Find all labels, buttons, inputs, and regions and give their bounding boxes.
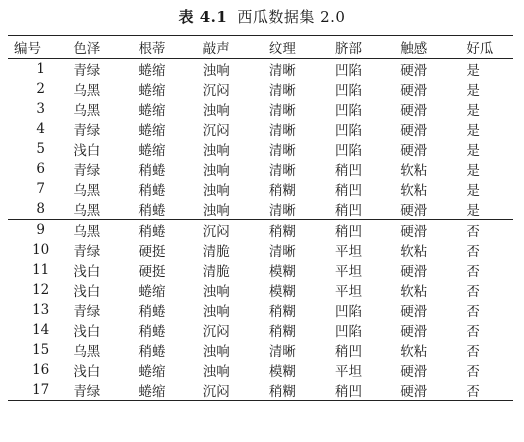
cell-texture: 清晰 xyxy=(268,163,296,179)
cell-navel: 凹陷 xyxy=(335,123,363,139)
table-title: 西瓜数据集 2.0 xyxy=(237,8,346,26)
cell-touch: 软粘 xyxy=(400,284,428,300)
header-good-melon: 好瓜 xyxy=(466,41,494,57)
cell-id: 7 xyxy=(36,181,45,197)
header-root: 根蒂 xyxy=(138,41,166,57)
cell-good-melon: 否 xyxy=(466,324,480,340)
cell-root: 硬挺 xyxy=(138,244,166,260)
cell-texture: 清晰 xyxy=(268,123,296,139)
cell-touch: 硬滑 xyxy=(400,103,428,119)
table-row xyxy=(8,300,513,320)
cell-navel: 凹陷 xyxy=(335,63,363,79)
table-row xyxy=(8,119,513,139)
cell-knock-sound: 浊响 xyxy=(202,203,230,219)
cell-id: 14 xyxy=(32,322,50,338)
cell-texture: 模糊 xyxy=(268,364,296,380)
cell-color: 乌黑 xyxy=(73,220,138,241)
table-row xyxy=(8,320,513,340)
cell-touch: 硬滑 xyxy=(400,220,466,241)
table-row xyxy=(8,240,513,260)
cell-good-melon: 是 xyxy=(466,83,480,99)
table-number: 表 4.1 xyxy=(178,8,228,26)
table-row xyxy=(8,340,513,360)
cell-texture: 稍糊 xyxy=(268,324,296,340)
cell-texture: 稍糊 xyxy=(269,220,335,241)
cell-knock-sound: 浊响 xyxy=(202,183,230,199)
table-row xyxy=(8,59,513,80)
cell-touch: 硬滑 xyxy=(400,203,428,219)
table-row xyxy=(8,280,513,300)
cell-knock-sound: 沉闷 xyxy=(202,123,230,139)
cell-texture: 稍糊 xyxy=(269,380,335,401)
table-row xyxy=(8,220,513,241)
cell-touch: 软粘 xyxy=(400,183,428,199)
cell-good-melon: 是 xyxy=(466,143,480,159)
cell-root: 稍蜷 xyxy=(138,304,166,320)
cell-id: 5 xyxy=(36,141,45,157)
cell-knock-sound: 浊响 xyxy=(202,284,230,300)
cell-touch: 硬滑 xyxy=(400,143,428,159)
cell-navel: 平坦 xyxy=(335,284,363,300)
cell-id: 1 xyxy=(36,61,45,77)
cell-knock-sound: 清脆 xyxy=(202,244,230,260)
cell-color: 青绿 xyxy=(73,380,138,401)
cell-touch: 硬滑 xyxy=(400,83,428,99)
cell-root: 蜷缩 xyxy=(138,63,166,79)
cell-knock-sound: 浊响 xyxy=(202,143,230,159)
table-row xyxy=(8,199,513,220)
cell-color: 浅白 xyxy=(73,284,101,300)
cell-knock-sound: 沉闷 xyxy=(203,220,269,241)
cell-id: 16 xyxy=(32,362,50,378)
cell-touch: 硬滑 xyxy=(400,364,428,380)
cell-good-melon: 否 xyxy=(466,364,480,380)
cell-id: 4 xyxy=(36,121,45,137)
cell-texture: 清晰 xyxy=(268,244,296,260)
cell-navel: 平坦 xyxy=(335,364,363,380)
cell-root: 硬挺 xyxy=(138,264,166,280)
cell-id: 3 xyxy=(36,101,45,117)
table-row xyxy=(8,380,513,401)
cell-color: 乌黑 xyxy=(73,183,101,199)
cell-texture: 稍糊 xyxy=(268,304,296,320)
cell-id: 11 xyxy=(32,262,50,278)
cell-good-melon: 否 xyxy=(466,220,513,241)
header-color: 色泽 xyxy=(73,41,101,57)
cell-id: 10 xyxy=(32,242,50,258)
cell-touch: 硬滑 xyxy=(400,324,428,340)
cell-texture: 模糊 xyxy=(268,264,296,280)
cell-texture: 模糊 xyxy=(268,284,296,300)
cell-root: 蜷缩 xyxy=(138,123,166,139)
cell-touch: 硬滑 xyxy=(400,304,428,320)
cell-root: 蜷缩 xyxy=(138,364,166,380)
table-header-row xyxy=(8,36,513,59)
cell-root: 蜷缩 xyxy=(138,83,166,99)
cell-texture: 清晰 xyxy=(268,143,296,159)
cell-good-melon: 是 xyxy=(466,123,480,139)
cell-color: 青绿 xyxy=(73,63,101,79)
cell-navel: 稍凹 xyxy=(335,203,363,219)
cell-good-melon: 否 xyxy=(466,284,480,300)
cell-good-melon: 否 xyxy=(466,344,480,360)
header-id: 编号 xyxy=(14,41,41,57)
cell-id: 12 xyxy=(32,282,50,298)
table-caption xyxy=(0,6,524,27)
table-row xyxy=(8,99,513,119)
cell-touch: 软粘 xyxy=(400,244,428,260)
cell-root: 稍蜷 xyxy=(138,183,166,199)
table-row xyxy=(8,139,513,159)
cell-knock-sound: 浊响 xyxy=(202,344,230,360)
cell-id: 15 xyxy=(32,342,50,358)
cell-good-melon: 是 xyxy=(466,103,480,119)
table-row xyxy=(8,79,513,99)
cell-knock-sound: 清脆 xyxy=(202,264,230,280)
cell-color: 浅白 xyxy=(73,143,101,159)
cell-texture: 稍糊 xyxy=(268,183,296,199)
cell-color: 青绿 xyxy=(73,163,101,179)
cell-good-melon: 是 xyxy=(466,183,480,199)
cell-id: 8 xyxy=(36,201,45,217)
cell-color: 乌黑 xyxy=(73,103,101,119)
cell-knock-sound: 浊响 xyxy=(202,304,230,320)
cell-touch: 硬滑 xyxy=(400,63,428,79)
cell-navel: 凹陷 xyxy=(335,304,363,320)
cell-id: 2 xyxy=(36,81,45,97)
cell-touch: 软粘 xyxy=(400,163,428,179)
cell-color: 乌黑 xyxy=(73,83,101,99)
table-body xyxy=(8,59,513,401)
cell-knock-sound: 浊响 xyxy=(202,163,230,179)
cell-navel: 稍凹 xyxy=(335,344,363,360)
cell-navel: 稍凹 xyxy=(335,183,363,199)
cell-color: 浅白 xyxy=(73,264,101,280)
cell-color: 青绿 xyxy=(73,304,101,320)
cell-root: 稍蜷 xyxy=(138,324,166,340)
cell-color: 浅白 xyxy=(73,364,101,380)
table-row xyxy=(8,179,513,199)
cell-color: 浅白 xyxy=(73,324,101,340)
cell-root: 稍蜷 xyxy=(138,163,166,179)
cell-texture: 清晰 xyxy=(268,103,296,119)
cell-good-melon: 是 xyxy=(466,63,480,79)
cell-knock-sound: 沉闷 xyxy=(202,83,230,99)
cell-texture: 清晰 xyxy=(268,203,296,219)
cell-good-melon: 否 xyxy=(466,264,480,280)
cell-texture: 清晰 xyxy=(268,344,296,360)
cell-root: 稍蜷 xyxy=(139,220,203,241)
cell-touch: 软粘 xyxy=(400,344,428,360)
cell-touch: 硬滑 xyxy=(400,123,428,139)
cell-good-melon: 否 xyxy=(466,380,513,401)
header-knock-sound: 敲声 xyxy=(202,41,230,57)
header-texture: 纹理 xyxy=(268,41,296,57)
cell-id: 6 xyxy=(36,161,45,177)
cell-navel: 凹陷 xyxy=(335,83,363,99)
cell-navel: 平坦 xyxy=(335,244,363,260)
cell-good-melon: 是 xyxy=(466,163,480,179)
cell-id: 13 xyxy=(32,302,50,318)
cell-navel: 稍凹 xyxy=(335,220,400,241)
cell-root: 稍蜷 xyxy=(138,344,166,360)
cell-color: 乌黑 xyxy=(73,203,101,219)
cell-navel: 稍凹 xyxy=(335,380,400,401)
cell-texture: 清晰 xyxy=(268,63,296,79)
cell-navel: 平坦 xyxy=(335,264,363,280)
cell-knock-sound: 浊响 xyxy=(202,364,230,380)
cell-navel: 稍凹 xyxy=(335,163,363,179)
cell-id: 9 xyxy=(8,220,73,241)
cell-good-melon: 是 xyxy=(466,203,480,219)
cell-good-melon: 否 xyxy=(466,244,480,260)
header-touch: 触感 xyxy=(400,41,428,57)
table-row xyxy=(8,260,513,280)
cell-root: 蜷缩 xyxy=(138,143,166,159)
table-row xyxy=(8,159,513,179)
cell-id: 17 xyxy=(8,380,73,401)
cell-root: 蜷缩 xyxy=(138,284,166,300)
cell-knock-sound: 浊响 xyxy=(202,103,230,119)
cell-navel: 凹陷 xyxy=(335,103,363,119)
cell-touch: 硬滑 xyxy=(400,380,466,401)
cell-good-melon: 否 xyxy=(466,304,480,320)
cell-root: 稍蜷 xyxy=(138,203,166,219)
cell-navel: 凹陷 xyxy=(335,143,363,159)
cell-root: 蜷缩 xyxy=(138,103,166,119)
cell-texture: 清晰 xyxy=(268,83,296,99)
cell-knock-sound: 沉闷 xyxy=(202,324,230,340)
cell-navel: 凹陷 xyxy=(335,324,363,340)
cell-color: 青绿 xyxy=(73,123,101,139)
watermelon-data-table xyxy=(8,35,513,401)
cell-knock-sound: 浊响 xyxy=(202,63,230,79)
cell-touch: 硬滑 xyxy=(400,264,428,280)
cell-color: 青绿 xyxy=(73,244,101,260)
header-navel: 脐部 xyxy=(335,41,363,57)
table-row xyxy=(8,360,513,380)
cell-root: 蜷缩 xyxy=(139,380,203,401)
cell-knock-sound: 沉闷 xyxy=(203,380,269,401)
cell-color: 乌黑 xyxy=(73,344,101,360)
